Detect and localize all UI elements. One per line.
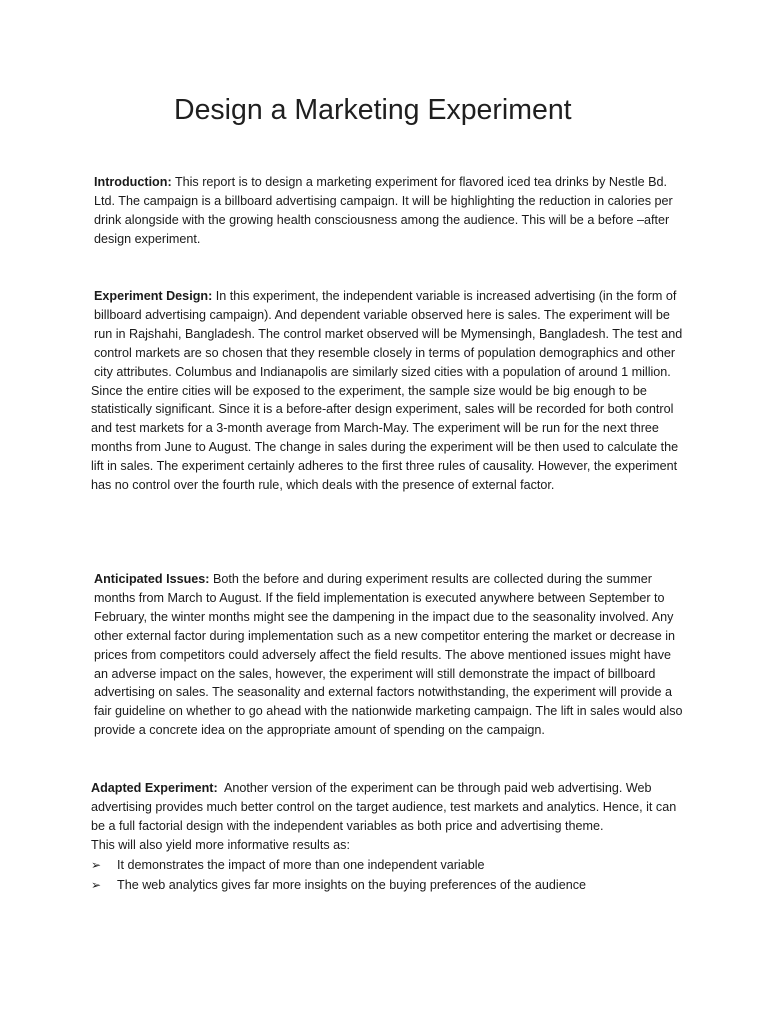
section-adapted-experiment <box>91 779 687 895</box>
section-introduction <box>91 173 687 249</box>
introduction-paragraph <box>91 173 687 249</box>
anticipated-issues-body: Both the before and during experiment results are collected during the summer months from March to August. If the field implementation is executed anywhere between September to February, the winter months might see the dampening in the impact due to the seasonality involved. Any other external factor during implementation such as a new competitor entering the market or decrease in prices from competitors could adversely affect the field results. The above mentioned issues might have an adverse impact on the sales, however, the experiment will still demonstrate the impact of billboard advertising on sales. The seasonality and external factors notwithstanding, the experiment will provide a fair guideline on whether to go ahead with the nationwide marketing campaign. The lift in sales would also provide a concrete idea on the appropriate amount of spending on the campaign. <box>94 572 683 738</box>
experiment-design-paragraph <box>91 287 687 382</box>
adapted-experiment-paragraph-2: This will also yield more informative results as: <box>91 837 350 852</box>
anticipated-issues-paragraph <box>91 570 687 740</box>
experiment-design-body: In this experiment, the independent variable is increased advertising (in the form of billboard advertising campaign). And dependent variable observed here is sales. The experiment will be run in Rajshahi, Bangladesh. The control market observed will be Mymensingh, Bangladesh. The test and control markets are so chosen that they resemble closely in terms of population demographics and other city attributes. Columbus and Indianapolis are similarly sized cities with a population of around 1 million. <box>94 289 683 379</box>
section-experiment-design <box>91 287 687 495</box>
adapted-experiment-bullet-list <box>91 855 687 895</box>
introduction-heading: Introduction: <box>94 175 172 189</box>
experiment-design-paragraph-2: Since the entire cities will be exposed to the experiment, the sample size would be big enough to be statistically significant. Since it is a before-after design experiment, sales will be recorded for both control and test markets for a 3-month average from March-May. The experiment will be run for the next three months from June to August. The change in sales during the experiment will be then used to calculate the lift in sales. The experiment certainly adheres to the first three rules of causality. However, the experiment has no control over the fourth rule, which deals with the presence of external factor. <box>91 383 679 493</box>
list-item <box>91 855 687 875</box>
document-title: Design a Marketing Experiment <box>174 94 572 126</box>
arrow-bullet-icon: ➢ <box>91 877 102 892</box>
anticipated-issues-heading: Anticipated Issues: <box>94 572 210 586</box>
list-item <box>91 875 687 895</box>
experiment-design-heading: Experiment Design: <box>94 289 213 303</box>
bullet-text: It demonstrates the impact of more than one independent variable <box>117 857 485 872</box>
arrow-bullet-icon: ➢ <box>91 857 102 872</box>
bullet-text: The web analytics gives far more insights on the buying preferences of the audience <box>117 877 587 892</box>
section-anticipated-issues <box>91 570 687 740</box>
adapted-experiment-heading: Adapted Experiment: <box>91 781 218 795</box>
introduction-body: This report is to design a marketing experiment for flavored iced tea drinks by Nestle Bd. Ltd. The campaign is a billboard advertising campaign. It will be highlighting the reduction in calories per drink alongside with the growing health consciousness among the audience. This will be a before –after design experiment. <box>94 175 673 246</box>
adapted-experiment-paragraph <box>91 779 687 836</box>
adapted-experiment-body: Another version of the experiment can be through paid web advertising. Web advertising provides much better control on the target audience, test markets and analytics. Hence, it can be a full factorial design with the independent variables as both price and advertising theme. <box>91 781 677 833</box>
